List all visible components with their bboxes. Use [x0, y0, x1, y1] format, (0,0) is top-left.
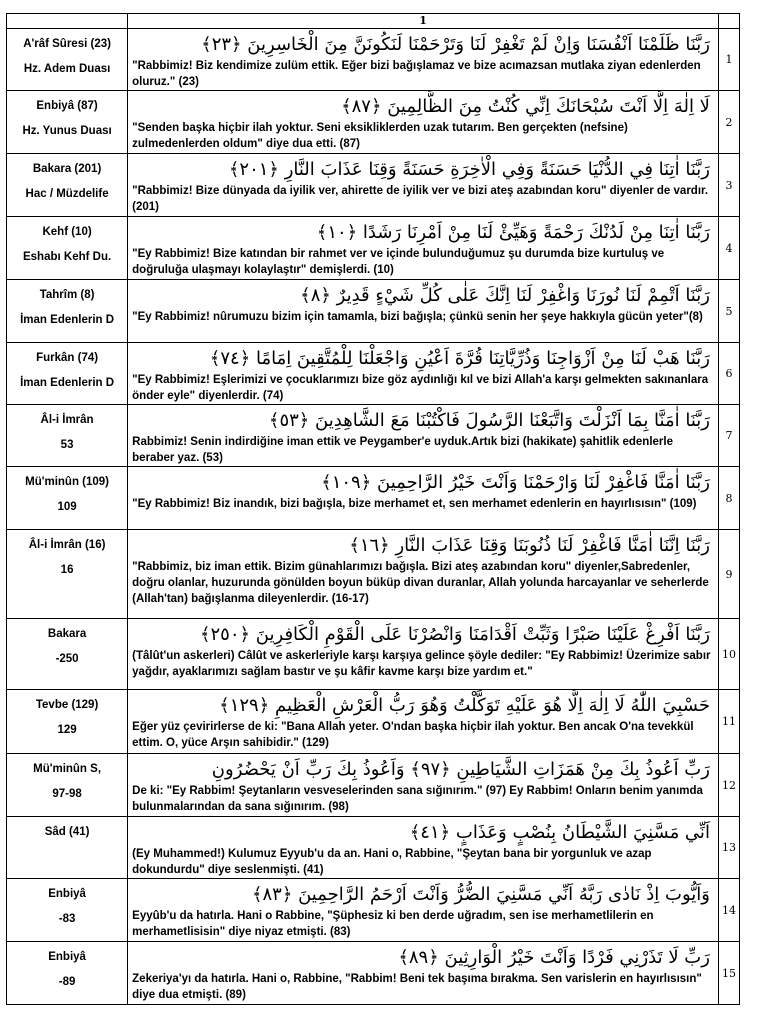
source-cell — [7, 280, 128, 343]
table-row — [7, 754, 740, 817]
arabic-verse: رَبَّنَا ظَلَمْنَا اَنْفُسَنَا وَاِنْ لَمْ تَغْفِرْ لَنَا وَتَرْحَمْنَا لَنَكُونَنَّ مِنَ الْخَاسِرِينَ ﴿٢٣﴾ — [201, 34, 710, 55]
arabic-verse: رَبَّنَا اٰتِنَا فِي الدُّنْيَا حَسَنَةً وَفِي الْاٰخِرَةِ حَسَنَةً وَقِنَا عَذَابَ النَّارِ ﴿٢٠١﴾ — [228, 159, 710, 180]
header-column-number: 1 — [128, 14, 719, 29]
row-number: 15 — [718, 942, 739, 1005]
prayer-subtitle — [7, 848, 127, 866]
table-row — [7, 467, 740, 530]
turkish-translation: "Rabbimiz! Biz kendimize zulüm ettik. Eğer bizi bağışlamaz ve bize acımazsan mutlaka ziyan edenlerden oluruz." (23) — [132, 60, 701, 88]
table-row — [7, 405, 740, 467]
verse-cell — [128, 405, 719, 467]
row-number: 14 — [718, 879, 739, 942]
table-row — [7, 879, 740, 942]
header-source-cell — [7, 14, 128, 29]
surah-reference: Âl-i İmrân (16) — [28, 539, 106, 551]
verse-cell — [128, 343, 719, 405]
verse-cell — [128, 879, 719, 942]
arabic-verse: رَبَّنَا اَتْمِمْ لَنَا نُورَنَا وَاغْفِرْ لَنَا اِنَّكَ عَلٰى كُلِّ شَيْءٍ قَدِيرٌ ﴿٨﴾ — [300, 285, 710, 306]
prayer-subtitle: -83 — [58, 913, 76, 925]
source-cell — [7, 754, 128, 817]
turkish-translation: "Senden başka hiçbir ilah yoktur. Seni eksikliklerden uzak tutarım. Ben gerçekten (nefsine) zulmedenlerden oldum" diye dua etti. (87) — [132, 122, 628, 150]
turkish-translation: "Ey Rabbimiz! Eşlerimizi ve çocuklarımızı bize göz aydınlığı kıl ve bizi Allah'a karşı gelmekten sakınanlara önder eyle" diyenlerdir. (74) — [132, 374, 709, 402]
source-cell — [7, 817, 128, 879]
turkish-translation: "Ey Rabbimiz! Bize katından bir rahmet ver ve içinde bulunduğumuz şu durumda bize kurtuluş ve doğruluğa ulaşmayı kolaylaştır" demişlerdi. (10) — [132, 248, 665, 276]
table-row — [7, 817, 740, 879]
row-number: 9 — [718, 530, 739, 619]
verse-cell — [128, 467, 719, 530]
turkish-translation: "Ey Rabbimiz! nûrumuzu bizim için tamamla, bizi bağışla; çünkü senin her şeye hakkıyla gücün yeter"(8) — [132, 311, 703, 323]
surah-reference: Furkân (74) — [36, 352, 99, 364]
row-number: 10 — [718, 619, 739, 690]
row-number: 6 — [718, 343, 739, 405]
arabic-verse: رَبَّنَا اِنَّنَا اٰمَنَّا فَاغْفِرْ لَنَا ذُنُوبَنَا وَقِنَا عَذَابَ النَّارِ ﴿١٦﴾ — [349, 535, 710, 556]
verse-cell — [128, 942, 719, 1005]
surah-reference: Kehf (10) — [42, 226, 92, 238]
table-row — [7, 942, 740, 1005]
arabic-verse: لَا اِلٰهَ اِلَّا اَنْتَ سُبْحَانَكَ اِنِّي كُنْتُ مِنَ الظَّالِمِينَ ﴿٨٧﴾ — [341, 96, 710, 117]
arabic-verse: رَبَّنَا اٰمَنَّا فَاغْفِرْ لَنَا وَارْحَمْنَا وَاَنْتَ خَيْرُ الرَّاحِمِينَ ﴿١٠٩﴾ — [321, 472, 710, 493]
source-cell — [7, 690, 128, 754]
arabic-verse: رَبَّنَا اٰتِنَا مِنْ لَدُنْكَ رَحْمَةً وَهَيِّئْ لَنَا مِنْ اَمْرِنَا رَشَدًا ﴿١٠﴾ — [316, 222, 710, 243]
arabic-verse: حَسْبِيَ اللّٰهُ لَا اِلٰهَ اِلَّا هُوَ عَلَيْهِ تَوَكَّلْتُ وَهُوَ رَبُّ الْعَرْشِ الْعَظِيمِ ﴿١٢٩﴾ — [219, 695, 710, 716]
row-number: 8 — [718, 467, 739, 530]
verse-cell — [128, 217, 719, 280]
prayer-subtitle: İman Edenlerin D — [20, 314, 115, 326]
table-row — [7, 29, 740, 91]
verse-cell — [128, 817, 719, 879]
row-number: 1 — [718, 29, 739, 91]
header-number-cell — [718, 14, 739, 29]
turkish-translation: (Ey Muhammed!) Kulumuz Eyyub'u da an. Hani o, Rabbine, "Şeytan bana bir yorgunluk ve azap dokundurdu" diye seslenmişti. (41) — [132, 848, 652, 876]
prayer-subtitle: Hz. Adem Duası — [23, 63, 111, 75]
row-number: 4 — [718, 217, 739, 280]
table-row — [7, 280, 740, 343]
surah-reference: Enbiyâ — [48, 888, 86, 900]
prayer-subtitle: Hac / Müzdelife — [25, 188, 109, 200]
prayer-subtitle: 109 — [57, 501, 77, 513]
header-row — [7, 14, 740, 29]
source-cell — [7, 405, 128, 467]
table-row — [7, 91, 740, 154]
surah-reference: Enbiyâ — [48, 951, 86, 963]
table-row — [7, 530, 740, 619]
row-number: 3 — [718, 154, 739, 217]
table-row — [7, 217, 740, 280]
verse-cell — [128, 619, 719, 690]
source-cell — [7, 29, 128, 91]
table-row — [7, 619, 740, 690]
turkish-translation: De ki: "Ey Rabbim! Şeytanların vesveselerinden sana sığınırım." (97) Ey Rabbim! Onların benim yanımda bulunmalarından da sana sığınırım. (98) — [132, 785, 703, 813]
turkish-translation: Eğer yüz çevirirlerse de ki: "Bana Allah yeter. O'ndan başka hiçbir ilah yoktur. Ben ancak O'na tevekkül ettim. O, yüce Arşın sahibidir." (129) — [132, 721, 694, 749]
source-cell — [7, 343, 128, 405]
prayer-table-sheet — [6, 13, 740, 1005]
prayer-subtitle: Hz. Yunus Duası — [22, 125, 112, 137]
prayer-subtitle: -250 — [55, 653, 79, 665]
turkish-translation: "Rabbimiz, biz iman ettik. Bizim günahlarımızı bağışla. Bizi ateş azabından koru" diyenler,Sabredenler, doğru olanlar, huzurunda gönülden boyun büküp divan duranlar, Allah yolunda harcayanlar ve seherlerde (Allah'tan) bağışlanma dileyenlerdir. (16-17) — [132, 561, 709, 605]
turkish-translation: "Rabbimiz! Bize dünyada da iyilik ver, ahirette de iyilik ver ve bizi ateş azabından koru" diyenler de vardır. (201) — [132, 185, 709, 213]
row-number: 2 — [718, 91, 739, 154]
verse-cell — [128, 754, 719, 817]
arabic-verse: وَاَيُّوبَ اِذْ نَادٰى رَبَّهُ اَنِّي مَسَّنِيَ الضُّرُّ وَاَنْتَ اَرْحَمُ الرَّاحِمِينَ ﴿٨٣﴾ — [251, 884, 710, 905]
table-row — [7, 154, 740, 217]
row-number: 5 — [718, 280, 739, 343]
surah-reference: Bakara — [47, 628, 87, 640]
source-cell — [7, 619, 128, 690]
surah-reference: Enbiyâ (87) — [36, 100, 98, 112]
prayer-subtitle: 97-98 — [52, 788, 82, 800]
surah-reference: Mü'minûn (109) — [25, 476, 110, 488]
surah-reference: Sâd (41) — [44, 826, 90, 838]
verse-cell — [128, 690, 719, 754]
prayer-subtitle: -89 — [58, 976, 76, 988]
verse-cell — [128, 91, 719, 154]
arabic-verse: رَبَّنَا اٰمَنَّا بِمَا اَنْزَلْتَ وَاتَّبَعْنَا الرَّسُولَ فَاكْتُبْنَا مَعَ الشَّاهِدِينَ ﴿٥٣﴾ — [268, 410, 710, 431]
row-number: 7 — [718, 405, 739, 467]
source-cell — [7, 879, 128, 942]
table-row — [7, 343, 740, 405]
arabic-verse: رَبِّ لَا تَذَرْنِي فَرْدًا وَاَنْتَ خَيْرُ الْوَارِثِينَ ﴿٨٩﴾ — [398, 947, 710, 968]
table-row — [7, 690, 740, 754]
arabic-verse: رَبَّنَا هَبْ لَنَا مِنْ اَزْوَاجِنَا وَذُرِّيَّاتِنَا قُرَّةَ اَعْيُنٍ وَاجْعَلْنَا لِلْمُتَّقِينَ اِمَامًا ﴿٧٤﴾ — [209, 348, 710, 369]
prayer-subtitle: Eshabı Kehf Du. — [22, 251, 112, 263]
surah-reference: Bakara (201) — [32, 163, 102, 175]
row-number: 12 — [718, 754, 739, 817]
turkish-translation: "Ey Rabbimiz! Biz inandık, bizi bağışla, bize merhamet et, sen merhamet edenlerin en hayırlısısın" (109) — [132, 498, 697, 510]
turkish-translation: (Tâlût'un askerleri) Câlût ve askerleriyle karşı karşıya gelince şöyle dediler: "Ey Rabbimiz! Üzerimize sabır yağdır, ayaklarımızı sağlam bastır ve şu kâfir kavme karşı bize yardım et." — [132, 650, 711, 678]
prayer-subtitle: 53 — [60, 439, 74, 451]
surah-reference: Tahrîm (8) — [39, 289, 95, 301]
row-number: 11 — [718, 690, 739, 754]
arabic-verse: رَبِّ اَعُوذُ بِكَ مِنْ هَمَزَاتِ الشَّيَاطِينِ ﴿٩٧﴾ وَاَعُوذُ بِكَ رَبِّ اَنْ يَحْضُرُونِ — [211, 759, 710, 780]
prayer-subtitle: İman Edenlerin D — [20, 377, 115, 389]
verse-cell — [128, 530, 719, 619]
source-cell — [7, 154, 128, 217]
surah-reference: A'râf Sûresi (23) — [23, 38, 111, 50]
turkish-translation: Rabbimiz! Senin indirdiğine iman ettik ve Peygamber'e uyduk.Artık bizi (hakikate) şahitlik edenlerle beraber yaz. (53) — [132, 436, 673, 464]
verse-cell — [128, 29, 719, 91]
arabic-verse: اَنِّي مَسَّنِيَ الشَّيْطَانُ بِنُصْبٍ وَعَذَابٍ ﴿٤١﴾ — [409, 822, 710, 843]
surah-reference: Mü'minûn S, — [33, 763, 102, 775]
surah-reference: Âl-i İmrân — [40, 414, 94, 426]
verse-cell — [128, 154, 719, 217]
row-number: 13 — [718, 817, 739, 879]
arabic-verse: رَبَّنَا اَفْرِغْ عَلَيْنَا صَبْرًا وَثَبِّتْ اَقْدَامَنَا وَانْصُرْنَا عَلَى الْقَوْمِ الْكَافِرِينَ ﴿٢٥٠﴾ — [199, 624, 710, 645]
verse-cell — [128, 280, 719, 343]
surah-reference: Tevbe (129) — [35, 699, 99, 711]
source-cell — [7, 530, 128, 619]
source-cell — [7, 217, 128, 280]
source-cell — [7, 467, 128, 530]
prayer-table — [6, 13, 740, 1005]
turkish-translation: Zekeriya'yı da hatırla. Hani o, Rabbine, "Rabbim! Beni tek başıma bırakma. Sen varislerin en hayırlısısın" diye dua etmişti. (89) — [132, 973, 702, 1001]
turkish-translation: Eyyûb'u da hatırla. Hani o Rabbine, "Şüphesiz ki ben derde uğradım, sen ise merhametlilerin en merhametlisisin" diye niyaz etmişti. (83) — [132, 910, 654, 938]
source-cell — [7, 91, 128, 154]
source-cell — [7, 942, 128, 1005]
prayer-subtitle: 16 — [60, 564, 74, 576]
prayer-subtitle: 129 — [57, 724, 77, 736]
